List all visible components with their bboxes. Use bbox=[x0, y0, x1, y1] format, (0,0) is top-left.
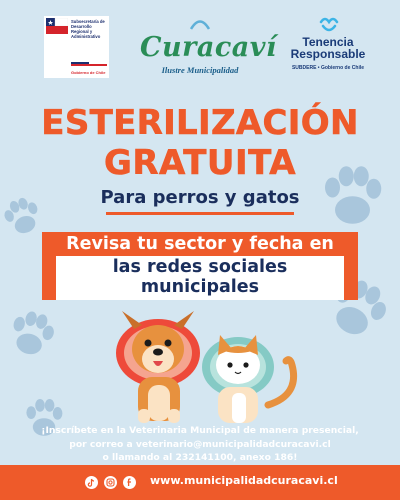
dog-and-cat-illustration bbox=[100, 305, 310, 425]
cat-illustration bbox=[202, 335, 294, 423]
facebook-icon[interactable] bbox=[123, 476, 136, 489]
heart-icon bbox=[318, 16, 340, 34]
tiktok-icon[interactable] bbox=[85, 476, 98, 489]
instagram-icon[interactable] bbox=[104, 476, 117, 489]
callout-line3: municipales bbox=[140, 277, 260, 297]
paw-print-icon bbox=[4, 305, 59, 365]
info-line3: o llamando al 232141100, anexo 186! bbox=[102, 452, 298, 463]
curacavi-logo bbox=[140, 18, 277, 75]
chile-flag-icon bbox=[46, 18, 68, 34]
gobierno-de-chile-logo bbox=[44, 16, 109, 78]
muni-subtitle: Ilustre Municipalidad bbox=[161, 65, 239, 75]
tenencia-title bbox=[278, 36, 378, 60]
callout-line2: las redes sociales bbox=[112, 257, 288, 277]
dog-illustration bbox=[116, 311, 200, 423]
tenencia-line2: Responsable bbox=[290, 47, 366, 61]
subtitle-underline bbox=[106, 212, 294, 215]
info-text bbox=[0, 424, 400, 465]
callout-line1: Revisa tu sector y fecha en bbox=[66, 234, 334, 254]
subtitle: Para perros y gatos bbox=[100, 187, 300, 208]
tenencia-responsable-logo bbox=[278, 16, 378, 76]
website-link[interactable]: www.municipalidadcuracavi.cl bbox=[150, 474, 338, 487]
muni-name: Curacaví bbox=[140, 32, 277, 63]
info-line2: por correo a veterinario@municipalidadcuracavi.cl bbox=[69, 438, 331, 450]
divider bbox=[71, 64, 107, 66]
callout-text bbox=[56, 257, 344, 297]
gov-logo-text: Subsecretaría de Desarrollo Regional y Administrativo bbox=[71, 19, 105, 39]
info-line1: ¡Inscríbete en la Veterinaria Municipal de manera presencial, bbox=[41, 425, 359, 436]
title-line2: GRATUITA bbox=[103, 143, 297, 183]
tenencia-line1: Tenencia bbox=[302, 35, 354, 49]
sun-icon bbox=[190, 18, 210, 30]
tenencia-footer: SUBDERE • Gobierno de Chile bbox=[291, 65, 365, 71]
title-line1: ESTERILIZACIÓN bbox=[41, 103, 359, 143]
gov-logo-footer: Gobierno de Chile bbox=[71, 70, 106, 75]
